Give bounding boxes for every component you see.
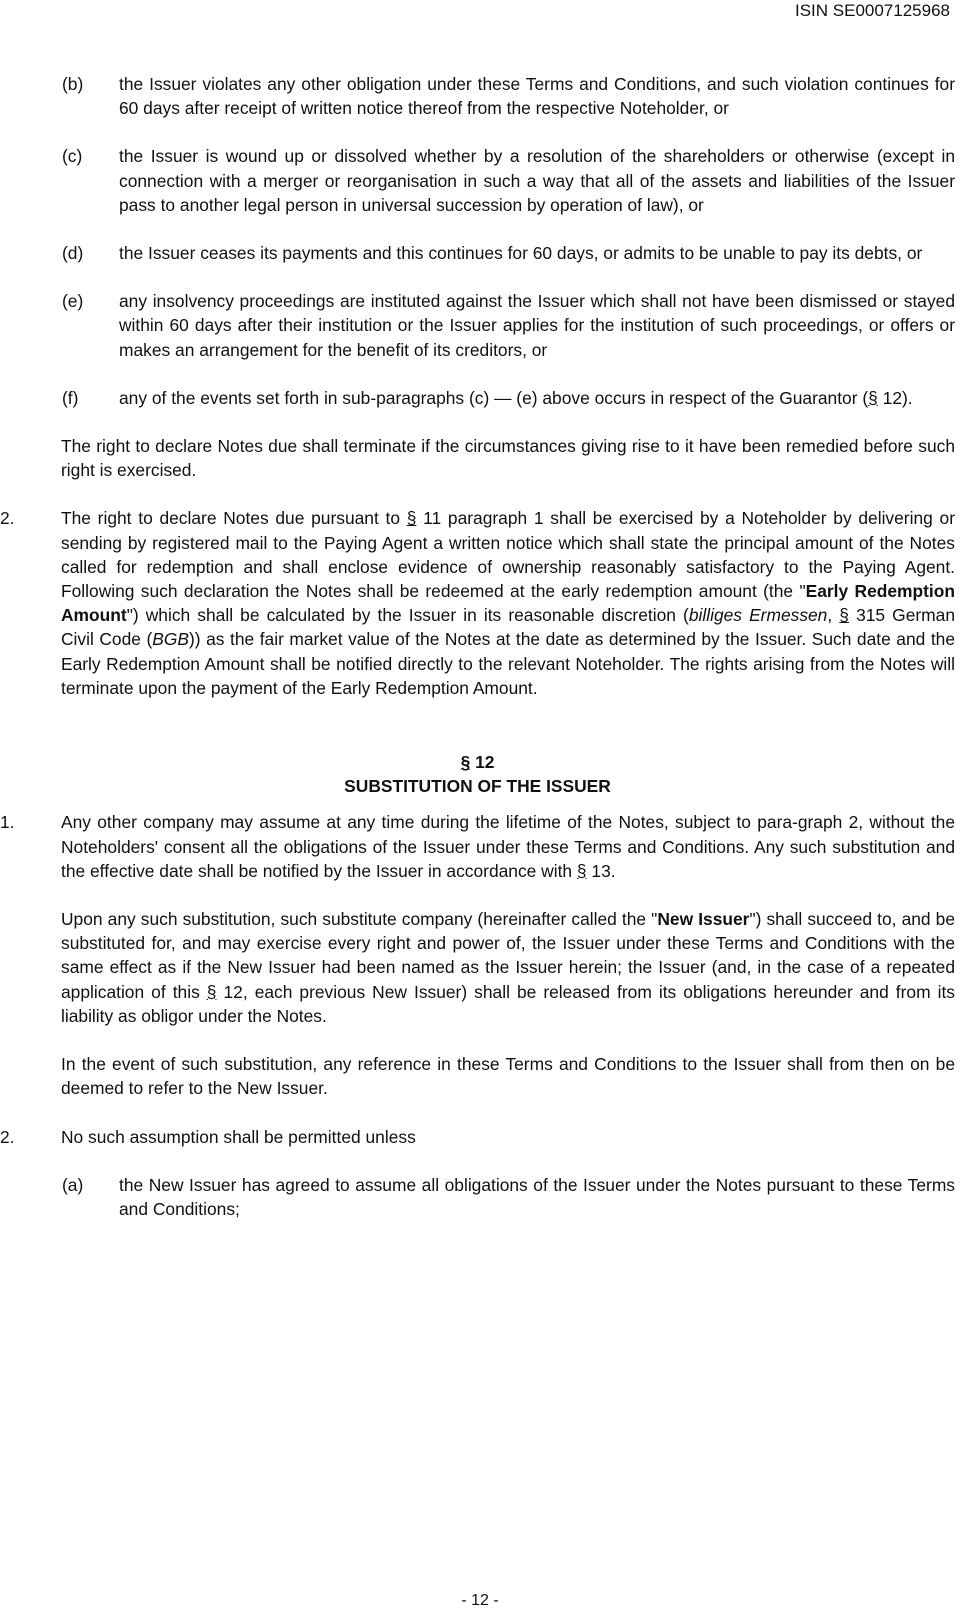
item-text: the Issuer is wound up or dissolved whether by a resolution of the shareholders or otherwise (except in connection with a merger or reorganisation in such a way that all of the assets and liabilities of the Issuer pass to another legal person in universal succession by operation of law), or bbox=[119, 146, 955, 215]
em-dash: — bbox=[494, 387, 512, 408]
item-text: the Issuer ceases its payments and this continues for 60 days, or admits to be unable to pay its debts, or bbox=[119, 243, 923, 264]
section-symbol: § bbox=[406, 508, 417, 529]
list-item-a bbox=[0, 1173, 955, 1221]
item-text-part: 12). bbox=[877, 387, 913, 408]
defined-term: New Issuer bbox=[657, 909, 750, 930]
text-part: Upon any such substitution, such substitute company (hereinafter called the " bbox=[61, 909, 658, 930]
remedy-paragraph: The right to declare Notes due shall terminate if the circumstances giving rise to it have been remedied before such right is exercised. bbox=[61, 436, 955, 481]
section-symbol: § bbox=[839, 605, 849, 626]
text-part: ") which shall be calculated by the Issuer in its reasonable discretion ( bbox=[126, 605, 689, 626]
text-part: The right to declare Notes due pursuant to bbox=[61, 508, 407, 529]
paragraph-2 bbox=[0, 506, 955, 700]
section-heading-number bbox=[0, 750, 955, 774]
list-item-f bbox=[0, 386, 955, 410]
substitution-paragraph bbox=[0, 907, 955, 1028]
item-label: (c) bbox=[62, 146, 83, 167]
italic-term: billiges Ermessen bbox=[688, 605, 828, 626]
event-paragraph: In the event of such substitution, any reference in these Terms and Conditions to the Issuer shall from then on be deemed to refer to the New Issuer. bbox=[61, 1054, 955, 1099]
item-text: the New Issuer has agreed to assume all obligations of the Issuer under the Notes pursuant to these Terms and Conditions; bbox=[119, 1174, 955, 1219]
section-12-paragraph-2 bbox=[0, 1125, 955, 1149]
item-text-part: (e) above occurs in respect of the Guarantor ( bbox=[511, 387, 869, 408]
item-text-part: any of the events set forth in sub-paragraphs (c) bbox=[119, 387, 495, 408]
item-text: the Issuer violates any other obligation under these Terms and Conditions, and such violation continues for 60 days after receipt of written notice thereof from the respective Noteholder, or bbox=[119, 74, 955, 119]
text-part: 11 paragraph 1 shall be exercised by a Noteholder by delivering or sending by registered mail to the Paying Agent a written notice which shall state the principal amount of the Notes called for redemption and shall enclose evidence of ownership reasonably satisfactory to the Paying Agent. Following such declaration the Notes shall be redeemed at the early redemption amount (the " bbox=[61, 508, 955, 602]
paragraph-label: 2. bbox=[0, 508, 15, 529]
isin-header: ISIN SE0007125968 bbox=[794, 1, 950, 20]
italic-term: BGB bbox=[152, 629, 189, 650]
text-part: )) as the fair market value of the Notes at the date as determined by the Issuer. Such date and the Early Redemption Amount shall be notified directly to the relevant Noteholder. The rights arising from the Notes will terminate upon the payment of the Early Redemption Amount. bbox=[61, 629, 955, 698]
document-body bbox=[0, 72, 955, 1221]
list-item-e bbox=[0, 289, 955, 362]
list-item-d bbox=[0, 241, 955, 265]
section-12-paragraph-1 bbox=[0, 810, 955, 883]
item-label: (a) bbox=[62, 1174, 84, 1195]
text-part: ") shall succeed to, and be substituted for, and may exercise every right and power of, the Issuer under these Terms and Conditions with the same effect as if the New Issuer had been named as the Issuer herein; the Issuer (and, in the case of a repeated application of this bbox=[61, 909, 956, 1002]
item-label: (d) bbox=[62, 243, 84, 264]
text-part: , bbox=[827, 605, 840, 626]
page-number: - 12 - bbox=[461, 1592, 499, 1609]
text-part: 315 German Civil Code ( bbox=[61, 605, 955, 650]
list-item-b bbox=[0, 72, 955, 120]
section-symbol: § bbox=[868, 387, 878, 408]
item-label: (f) bbox=[62, 387, 79, 408]
paragraph-text: No such assumption shall be permitted unless bbox=[61, 1126, 416, 1147]
section-title: SUBSTITUTION OF THE ISSUER bbox=[344, 776, 611, 797]
item-text: any insolvency proceedings are instituted against the Issuer which shall not have been dismissed or stayed within 60 days after their institution or the Issuer applies for the institution of such proceedings, or offers or makes an arrangement for the benefit of its creditors, or bbox=[119, 291, 955, 360]
list-item-c bbox=[0, 144, 955, 217]
text-part: 12, each previous New Issuer) shall be released from its obligations hereunder and from its liability as obligor under the Notes. bbox=[61, 981, 955, 1026]
defined-term: Early Redemption Amount bbox=[61, 581, 955, 626]
text-part: 13. bbox=[586, 860, 616, 881]
item-label: (b) bbox=[62, 74, 84, 94]
text-part: Any other company may assume at any time during the lifetime of the Notes, subject to para-graph 2, without the Noteholders' consent all the obligations of the Issuer under these Terms and Conditions. Any such substitution and the effective date shall be notified by the Issuer in accordance with bbox=[61, 812, 955, 881]
section-number: 12 bbox=[470, 752, 495, 773]
paragraph-label: 2. bbox=[0, 1126, 15, 1147]
section-symbol: § bbox=[460, 752, 471, 773]
item-label: (e) bbox=[62, 291, 84, 312]
paragraph-label: 1. bbox=[0, 812, 15, 833]
section-symbol: § bbox=[576, 860, 587, 881]
section-symbol: § bbox=[206, 981, 217, 1002]
